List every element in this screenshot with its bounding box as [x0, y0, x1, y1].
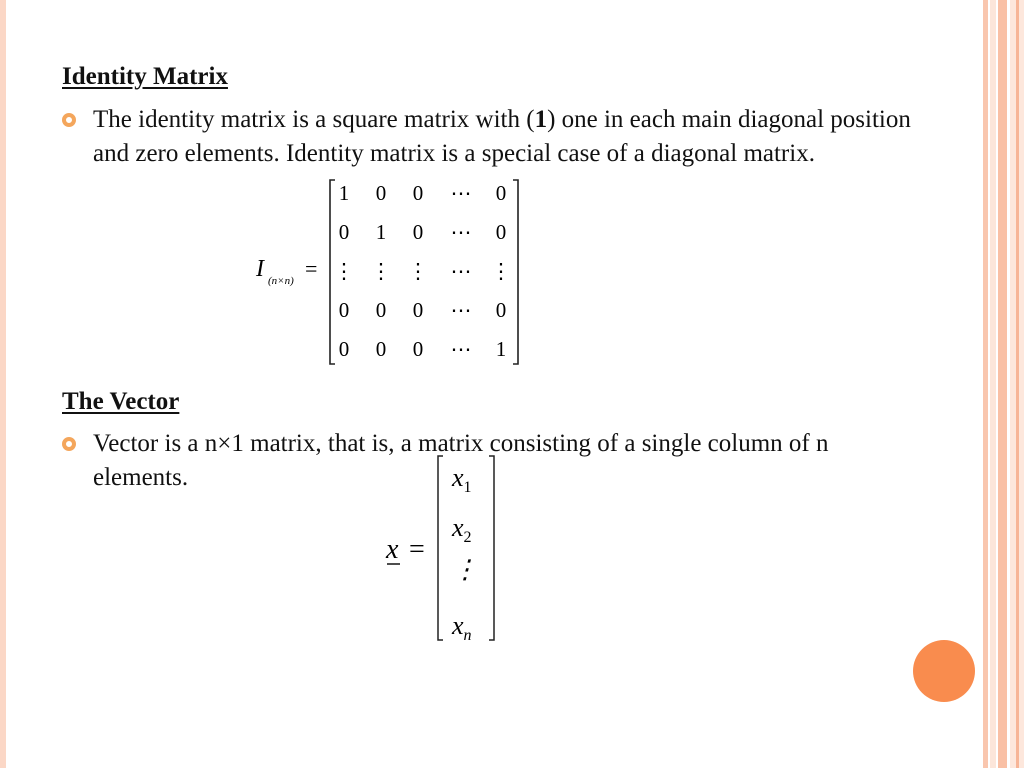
vector-entry: $x_n$	[452, 611, 472, 644]
matrix-cell: 0	[338, 298, 350, 322]
right-frame-stripe	[990, 0, 996, 768]
right-frame-stripe	[1016, 0, 1019, 768]
identity-description	[93, 103, 943, 171]
bullet-icon	[62, 437, 76, 451]
identity-equals: =	[305, 256, 318, 281]
identity-matrix-heading: Identity Matrix	[62, 63, 228, 90]
matrix-cell: ⋮	[333, 259, 355, 283]
matrix-cell: ⋮	[370, 259, 392, 283]
matrix-cell: 1	[495, 337, 507, 361]
vector-equals: =	[409, 534, 425, 565]
vector-left-bracket	[438, 456, 443, 640]
matrix-cell: 0	[338, 220, 350, 244]
identity-text-post: ) one in each main diagonal position and zero elements. Identity matrix is a special case of a diagonal matrix.	[93, 106, 911, 167]
vector-entry: $x_2$	[452, 513, 472, 546]
matrix-cell: 1	[375, 220, 387, 244]
matrix-cell: 0	[375, 298, 387, 322]
identity-matrix-equation	[248, 172, 538, 372]
bullet-icon	[62, 113, 76, 127]
identity-lhs-subscript: (n×n)	[268, 275, 294, 287]
decorative-orange-circle	[913, 640, 975, 702]
matrix-cell: 0	[412, 181, 424, 205]
matrix-cell: 0	[495, 181, 507, 205]
vector-description: Vector is a n×1 matrix, that is, a matrix consisting of a single column of n elements.	[93, 430, 829, 491]
vector-entry: ⋮	[452, 555, 478, 584]
left-frame-stripe	[0, 0, 6, 768]
matrix-cell: 1	[338, 181, 350, 205]
matrix-cell: 0	[412, 337, 424, 361]
right-bracket	[513, 180, 518, 364]
identity-text-pre: The identity matrix is a square matrix with (	[93, 106, 535, 133]
vector-heading: The Vector	[62, 388, 180, 415]
right-frame-stripe	[983, 0, 988, 768]
matrix-cell: ⋯	[450, 298, 472, 322]
matrix-cell: 0	[412, 220, 424, 244]
vector-right-bracket	[489, 456, 494, 640]
vector-lhs-symbol: x	[386, 534, 399, 565]
matrix-cell: 0	[495, 298, 507, 322]
vector-equation	[380, 452, 510, 644]
matrix-cell: ⋮	[407, 259, 429, 283]
matrix-cell: 0	[375, 181, 387, 205]
vector-entry: $x_1$	[452, 463, 472, 496]
matrix-cell: ⋮	[490, 259, 512, 283]
matrix-cell: 0	[495, 220, 507, 244]
matrix-cell: ⋯	[450, 220, 472, 244]
matrix-cell: ⋯	[450, 337, 472, 361]
matrix-cell: 0	[375, 337, 387, 361]
identity-lhs-symbol: I	[256, 256, 264, 282]
matrix-cell: 0	[412, 298, 424, 322]
matrix-cell: ⋯	[450, 181, 472, 205]
identity-matrix-cells	[334, 181, 512, 361]
matrix-cell: 0	[338, 337, 350, 361]
vector-entries	[451, 463, 478, 644]
right-frame-stripe	[998, 0, 1007, 768]
identity-text-bold: 1	[534, 106, 548, 133]
matrix-cell: ⋯	[450, 259, 472, 283]
